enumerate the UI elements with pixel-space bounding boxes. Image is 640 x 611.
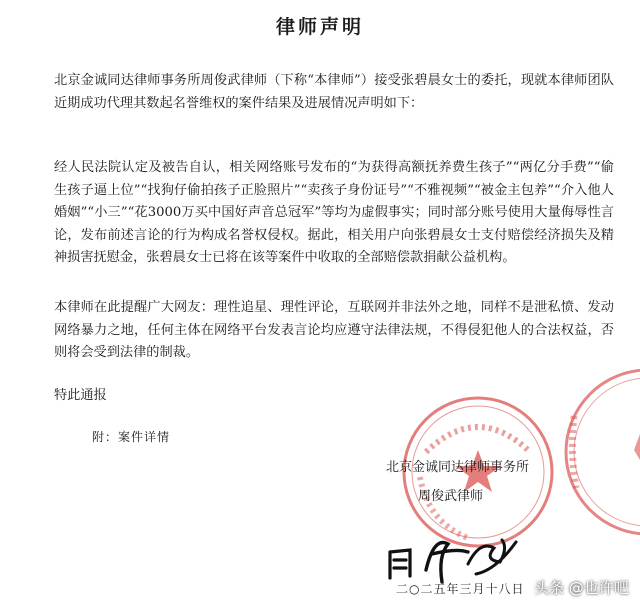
signature-firm: 北京金诚同达律师事务所	[386, 460, 530, 475]
platform-watermark: 头条 @也许吧	[534, 579, 629, 597]
law-firm-seal-stamp-right	[560, 364, 640, 540]
attachment-note: 附：案件详情	[92, 430, 171, 444]
paragraph-findings: 经人民法院认定及被告自认，相关网络账号发布的“为获得高额抚养费生孩子”“两亿分手费”“偷生孩子逼上位”“找狗仔偷拍孩子正脸照片”“卖孩子身份证号”“不雅视频”“被金主包养”“介入他人婚姻”“小三”“花3000万买中国好声音总冠军”等均为虚假事实；同时部分账号使用大量侮辱性言论，发布前述言论的行为构成名誉权侵权。据此，相关用户向张碧晨女士支付赔偿经济损失及精神损害抚慰金，张碧晨女士已将在该等案件中收取的全部赔偿款捐献公益机构。	[54, 160, 614, 266]
paragraph-notice: 特此通报	[54, 388, 107, 403]
paragraph-intro: 北京金诚同达律师事务所周俊武律师（下称“本律师”）接受张碧晨女士的委托，现就本律师团队近期成功代理其数起名誉维权的案件结果及进展情况声明如下：	[54, 73, 614, 111]
document-title: 律师声明	[275, 16, 364, 38]
paragraph-reminder: 本律师在此提醒广大网友：理性追星、理性评论，互联网并非法外之地，同样不是泄私愤、发动网络暴力之地，任何主体在网络平台发表言论均应遵守法律法规，不得侵犯他人的合法权益，否则将会受到法律的制裁。	[54, 300, 614, 361]
signature-lawyer: 周俊武律师	[418, 489, 484, 504]
signature-date: 二○二五年三月十八日	[396, 582, 525, 596]
